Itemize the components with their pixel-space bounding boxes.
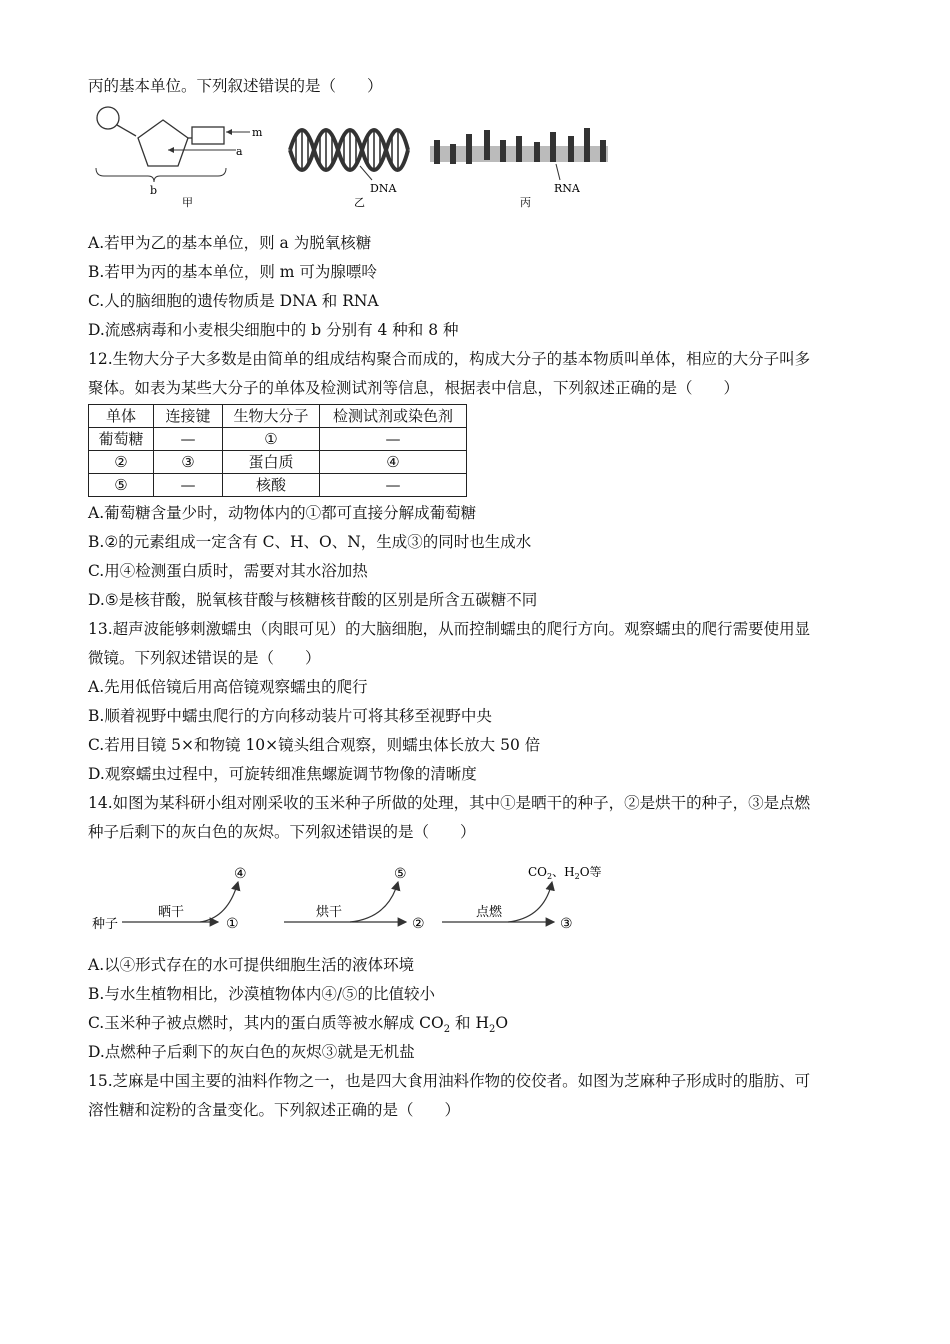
arrow-to-5	[350, 882, 398, 922]
table-cell: —	[154, 474, 223, 497]
table-cell: ⑤	[89, 474, 154, 497]
table-cell: 蛋白质	[223, 451, 320, 474]
label-circle-3: ③	[560, 916, 573, 932]
table-row	[89, 474, 467, 497]
q14-option-a: A.以④形式存在的水可提供细胞生活的液体环境	[88, 956, 415, 974]
arrow-to-products	[508, 882, 552, 922]
q11-option-c: C.人的脑细胞的遗传物质是 DNA 和 RNA	[88, 292, 379, 310]
q14-option-c: C.玉米种子被点燃时，其内的蛋白质等被水解成 $CO_2$ 和 $H_2O$	[88, 1014, 509, 1036]
table-cell: ①	[223, 428, 320, 451]
q13-option-d: D.观察蠕虫过程中，可旋转细准焦螺旋调节物像的清晰度	[88, 765, 477, 783]
label-seed: 种子	[92, 917, 119, 932]
q13-option-b: B.顺着视野中蠕虫爬行的方向移动装片可将其移至视野中央	[88, 707, 492, 725]
table-header: 连接键	[154, 405, 223, 428]
label-b: b	[150, 184, 158, 197]
table-cell: 葡萄糖	[89, 428, 154, 451]
caption-bing: 丙	[520, 196, 531, 209]
label-dna: DNA	[370, 182, 397, 195]
table-header: 检测试剂或染色剂	[320, 405, 467, 428]
nucleotide-diagram-jia	[96, 107, 263, 209]
q14-option-d: D.点燃种子后剩下的灰白色的灰烬③就是无机盐	[88, 1043, 415, 1061]
caption-yi: 乙	[354, 196, 365, 209]
monomer-table	[88, 404, 467, 497]
table-row	[89, 428, 467, 451]
q12-option-d: D.⑤是核苷酸，脱氧核苷酸与核糖核苷酸的区别是所含五碳糖不同	[88, 591, 538, 609]
table-row	[89, 451, 467, 474]
label-a: a	[236, 145, 243, 158]
q12-option-a: A.葡萄糖含量少时，动物体内的①都可直接分解成葡萄糖	[88, 504, 477, 522]
table-cell: 核酸	[223, 474, 320, 497]
q14-stem-line2: 种子后剩下的灰白色的灰烬。下列叙述错误的是（ ）	[88, 823, 476, 841]
q15-stem-line2: 溶性糖和淀粉的含量变化。下列叙述正确的是（ ）	[88, 1101, 461, 1119]
table-header: 单体	[89, 405, 154, 428]
nucleotide-figure	[88, 100, 628, 215]
q13-option-a: A.先用低倍镜后用高倍镜观察蠕虫的爬行	[88, 678, 368, 696]
q14-stem-line1: 14.如图为某科研小组对刚采收的玉米种子所做的处理，其中①是晒干的种子，②是烘干的种子，③是点燃	[88, 794, 811, 812]
table-cell: ④	[320, 451, 467, 474]
q12-stem-line2: 聚体。如表为某些大分子的单体及检测试剂等信息，根据表中信息，下列叙述正确的是（ ）	[88, 379, 740, 397]
table-header-row	[89, 405, 467, 428]
label-burn: 点燃	[476, 905, 503, 920]
table-cell: —	[320, 428, 467, 451]
q15-stem-line1: 15.芝麻是中国主要的油料作物之一，也是四大食用油料作物的佼佼者。如图为芝麻种子形成时的脂肪、可	[88, 1072, 811, 1090]
label-circle-1: ①	[226, 916, 239, 932]
q12-option-c: C.用④检测蛋白质时，需要对其水浴加热	[88, 562, 368, 580]
label-circle-4: ④	[234, 866, 247, 882]
q14-option-b: B.与水生植物相比，沙漠植物体内④/⑤的比值较小	[88, 985, 436, 1003]
label-bake: 烘干	[316, 905, 343, 920]
q12-stem-line1: 12.生物大分子大多数是由简单的组成结构聚合而成的，构成大分子的基本物质叫单体，相应的大分子叫多	[88, 350, 811, 368]
question-11-stem-end: 丙的基本单位。下列叙述错误的是（ ）	[88, 77, 383, 95]
q11-option-a: A.若甲为乙的基本单位，则 a 为脱氧核糖	[88, 234, 372, 252]
dna-helix-yi	[290, 130, 408, 209]
label-circle-5: ⑤	[394, 866, 407, 882]
q13-option-c: C.若用目镜 5×和物镜 10×镜头组合观察，则蠕虫体长放大 50 倍	[88, 736, 541, 754]
q13-stem-line1: 13.超声波能够刺激蠕虫（肉眼可见）的大脑细胞，从而控制蠕虫的爬行方向。观察蠕虫的爬行需要使用显	[88, 620, 811, 638]
table-cell: —	[320, 474, 467, 497]
seed-processing-figure	[88, 858, 628, 938]
table-header: 生物大分子	[223, 405, 320, 428]
label-rna: RNA	[554, 182, 580, 195]
label-circle-2: ②	[412, 916, 425, 932]
table-cell: ③	[154, 451, 223, 474]
label-dry: 晒干	[158, 905, 185, 920]
rna-strand-bing	[430, 128, 608, 209]
label-m: m	[252, 126, 263, 139]
q12-option-b: B.②的元素组成一定含有 C、H、O、N，生成③的同时也生成水	[88, 533, 532, 551]
table-cell: ②	[89, 451, 154, 474]
q11-option-b: B.若甲为丙的基本单位，则 m 可为腺嘌呤	[88, 263, 377, 281]
label-products: $CO_2$、$H_2O$等	[528, 865, 602, 881]
table-cell: —	[154, 428, 223, 451]
q13-stem-line2: 微镜。下列叙述错误的是（ ）	[88, 649, 321, 667]
caption-jia: 甲	[182, 196, 193, 209]
q11-option-d: D.流感病毒和小麦根尖细胞中的 b 分别有 4 种和 8 种	[88, 321, 459, 339]
